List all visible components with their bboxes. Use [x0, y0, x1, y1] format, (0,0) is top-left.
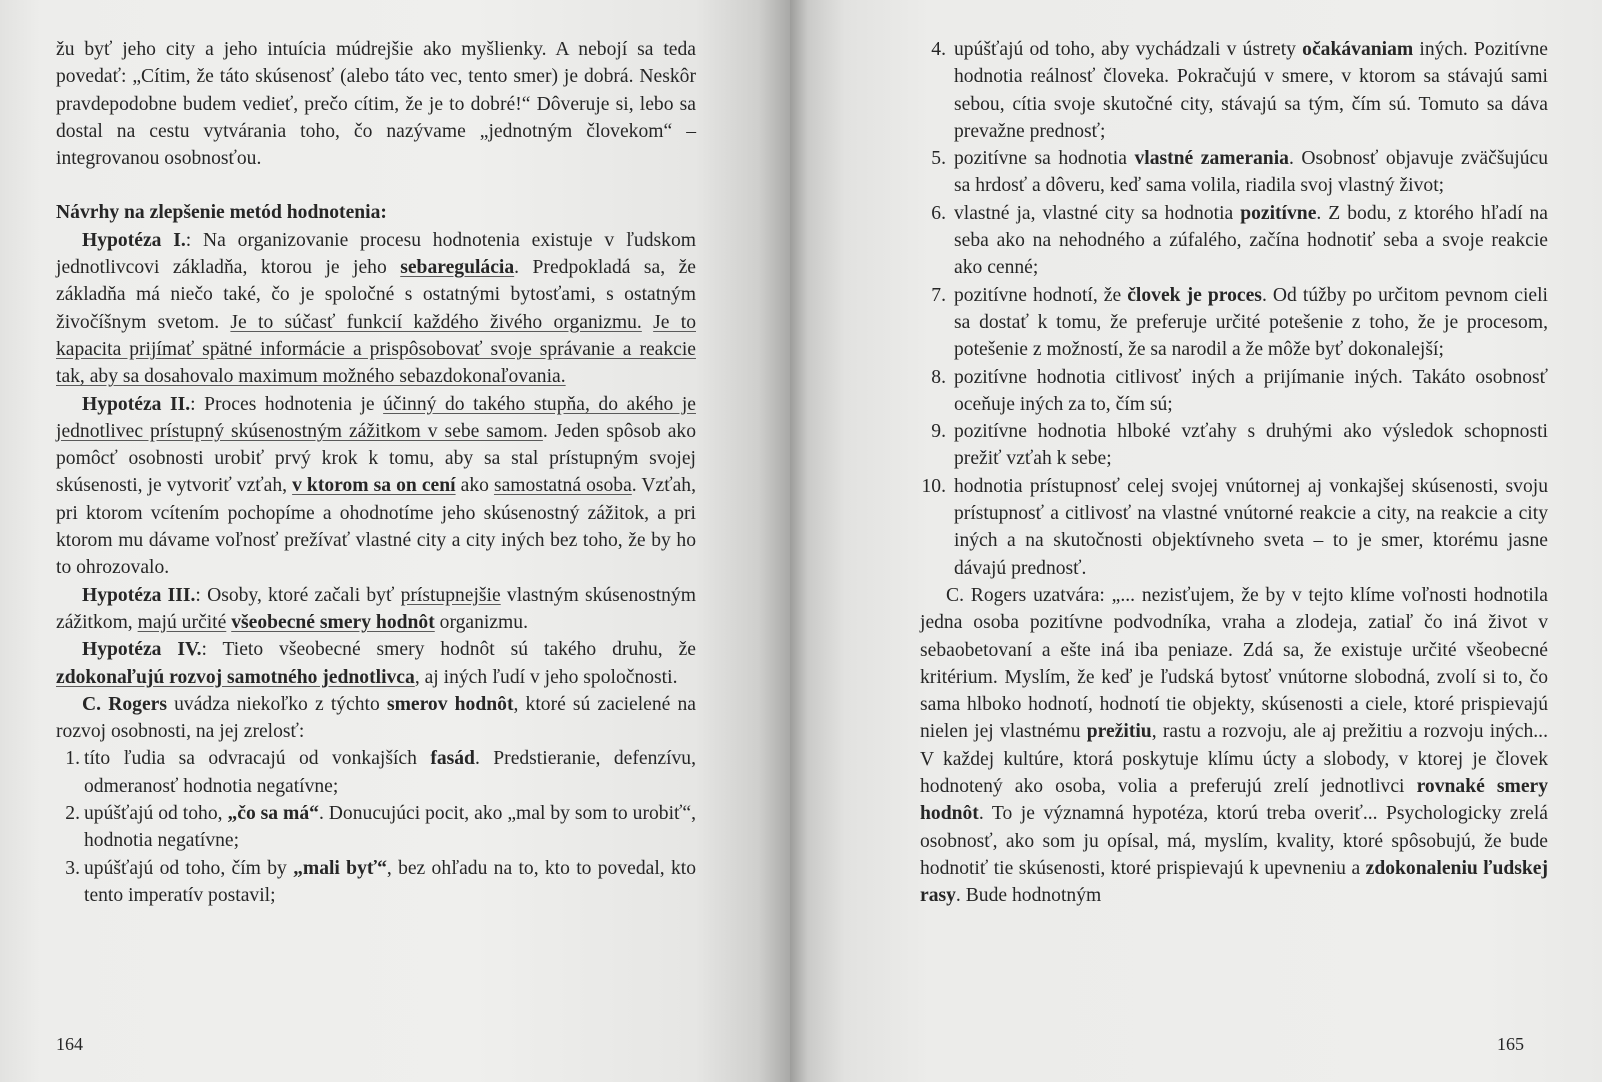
- hypothesis-4-label: Hypotéza IV.: [82, 639, 202, 661]
- page-number-right: 165: [1497, 1033, 1524, 1054]
- emphasis-text: v ktorom sa on cení: [292, 475, 456, 497]
- emphasis-text: všeobecné smery hodnôt: [231, 611, 435, 633]
- rogers-intro: C. Rogers uvádza niekoľko z týchto smerov hodnôt, ktoré sú zacielené na rozvoj osobnosti, na jej zrelosť:: [56, 693, 697, 743]
- left-text-column: [56, 36, 696, 909]
- hypothesis-4: Hypotéza IV.: Tieto všeobecné smery hodnôt sú takého druhu, že zdokonaľujú rozvoj samotného jednotlivca, aj iných ľudí v jeho spoločnosti.: [56, 639, 696, 688]
- list-item: 5. pozitívne sa hodnotia vlastné zamerania. Osobnosť objavuje zväčšujúcu sa hrdosť a dôveru, keď sama volila, riadila svoj vlastný život;: [931, 148, 1548, 197]
- list-item: 7. pozitívne hodnotí, že človek je proces. Od túžby po určitom pevnom cieli sa dostať k tomu, že preferuje určité potešenie z toho, že je procesom, potešenie z možností, že sa narodil a že môže byť dokonalejší;: [931, 284, 1548, 361]
- value-list-right: [920, 36, 1548, 582]
- underlined-text: prístupnejšie: [400, 584, 501, 606]
- hypothesis-3: Hypotéza III.: Osoby, ktoré začali byť prístupnejšie vlastným skúsenostným zážitkom, majú určité všeobecné smery hodnôt organizmu.: [56, 584, 696, 633]
- list-item: 4. upúšťajú od toho, aby vychádzali v ústrety očakávaniam iných. Pozitívne hodnotia reálnosť človeka. Pokračujú v smere, v ktorom sa stávajú sami sebou, cítia svoje skutočné city, stávajú sa tým, čím sú. Tomuto sa dáva prevažne prednosť;: [931, 39, 1548, 142]
- underlined-text: majú určité: [137, 611, 227, 633]
- list-item: 8. pozitívne hodnotia citlivosť iných a prijímanie iných. Takáto osobnosť oceňuje iných za to, čím sú;: [931, 366, 1548, 415]
- hypothesis-1-label: Hypotéza I.: [82, 229, 186, 251]
- list-item: 2. upúšťajú od toho, „čo sa má“. Donucujúci pocit, ako „mal by som to urobiť“, hodnotia negatívne;: [65, 803, 696, 852]
- list-item: 3. upúšťajú od toho, čím by „mali byť“, bez ohľadu na to, kto to povedal, kto tento imperatív postavil;: [65, 857, 696, 906]
- hypothesis-3-label: Hypotéza III.: [82, 584, 196, 606]
- section-heading: Návrhy na zlepšenie metód hodnotenia:: [56, 202, 387, 224]
- hypothesis-2-label: Hypotéza II.: [82, 393, 191, 415]
- rogers-quote: C. Rogers uzatvára: „... nezisťujem, že by v tejto klíme voľnosti hodnotila jedna osoba pozitívne podvodníka, vraha a zlodeja, zatiaľ čo iná život v sebaobetovaní a ešte iná iba peniaze. Zdá sa, že existuje určité všeobecné kritérium. Myslím, že keď je ľudská bytosť vnútorne slobodná, zvolí si to, čo sama hlboko hodnotí, hodnotí tie objekty, skúsenosti a ciele, ktoré prispievajú nielen jej vlastnému prežitiu, rastu a rozvoju, ale aj prežitiu a rozvoju iných... V každej kultúre, ktorá poskytuje klímu úcty a slobody, v ktorej je človek hodnotený ako osoba, volia a preferujú zrelí jednotlivci rovnaké smery hodnôt. To je významná hypotéza, ktorú treba overiť... Psychologicky zrelá osobnosť, ako som ju opísal, má, myslím, kvality, ktoré spôsobujú, že bude hodnotiť tie skúsenosti, ktoré prispievajú k upevneniu a zdokonaleniu ľudskej rasy. Bude hodnotným: [920, 584, 1549, 907]
- hypothesis-2: Hypotéza II.: Proces hodnotenia je účinný do takého stupňa, do akého je jednotlivec prístupný skúsenostným zážitkom v sebe samom. Jeden spôsob ako pomôcť osobnosti urobiť prvý krok k tomu, aby sa stal prístupným svojej skúsenosti, je vytvoriť vzťah, v ktorom sa on cení ako samostatná osoba. Vzťah, pri ktorom vcítením pochopíme a ohodnotíme jeho skúsenostný zážitok, a pri ktorom mu dávame voľnosť prežívať vlastné city a city iných bez toho, že by ho to ohrozovalo.: [56, 393, 697, 579]
- emphasis-text: zdokonaľujú rozvoj samotného jednotlivca: [56, 666, 415, 688]
- list-item: 10. hodnotia prístupnosť celej svojej vnútornej aj vonkajšej skúsenosti, svoju prístupnosť a citlivosť na vlastné vnútorné reakcie a city, na reakcie a city iných a na skutočnosti objektívneho sveta – to je smer, ktorému jasne dávajú prednosť.: [921, 475, 1548, 579]
- right-page: [790, 0, 1602, 1082]
- paragraph-intro: žu byť jeho city a jeho intuícia múdrejšie ako myšlienky. A nebojí sa teda povedať: „Cítim, že táto skúsenosť (alebo táto vec, tento smer) je dobrá. Neskôr pravdepodobne budem vedieť, prečo cítim, že je to dobré!“ Dôveruje si, lebo sa dostal na cestu vytvárania toho, čo nazývame „jednotným človekom“ – integrovanou osobnosťou.: [56, 39, 696, 170]
- underlined-text: samostatná osoba: [493, 475, 632, 497]
- list-item: 6. vlastné ja, vlastné city sa hodnotia pozitívne. Z bodu, z ktorého hľadí na seba ako na nehodného a zúfalého, začína hodnotiť seba a svoje reakcie ako cenné;: [931, 202, 1548, 279]
- underlined-text: Je to súčasť funkcií každého živého organizmu.: [230, 311, 642, 333]
- list-item: 9. pozitívne hodnotia hlboké vzťahy s druhými ako výsledok schopnosti prežiť vzťah k sebe;: [931, 421, 1548, 470]
- underlined-text: Je to kapacita prijímať spätné informácie a prispôsobovať svoje správanie a reakcie tak, aby sa dosahovalo maximum možného sebazdokonaľovania.: [56, 311, 696, 388]
- value-list-left: [56, 745, 696, 909]
- underlined-text: účinný do takého stupňa, do akého je jednotlivec prístupný skúsenostným zážitkom v sebe samom: [56, 393, 696, 442]
- left-page: [0, 0, 790, 1082]
- right-text-column: [920, 36, 1548, 910]
- hypothesis-1: Hypotéza I.: Na organizovanie procesu hodnotenia existuje v ľudskom jednotlivcovi základňa, ktorou je jeho sebaregulácia. Predpokladá sa, že základňa má niečo také, čo je spoločné s ostatnými bytosťami, s ostatným živočíšnym svetom. Je to súčasť funkcií každého živého organizmu. Je to kapacita prijímať spätné informácie a prispôsobovať svoje správanie a reakcie tak, aby sa dosahovalo maximum možného sebazdokonaľovania.: [56, 229, 696, 388]
- emphasis-sebaregulacia: sebaregulácia: [400, 257, 515, 279]
- page-number-left: 164: [56, 1033, 83, 1054]
- list-item: 1. títo ľudia sa odvracajú od vonkajších fasád. Predstieranie, defenzívu, odmeranosť hodnotia negatívne;: [65, 748, 697, 797]
